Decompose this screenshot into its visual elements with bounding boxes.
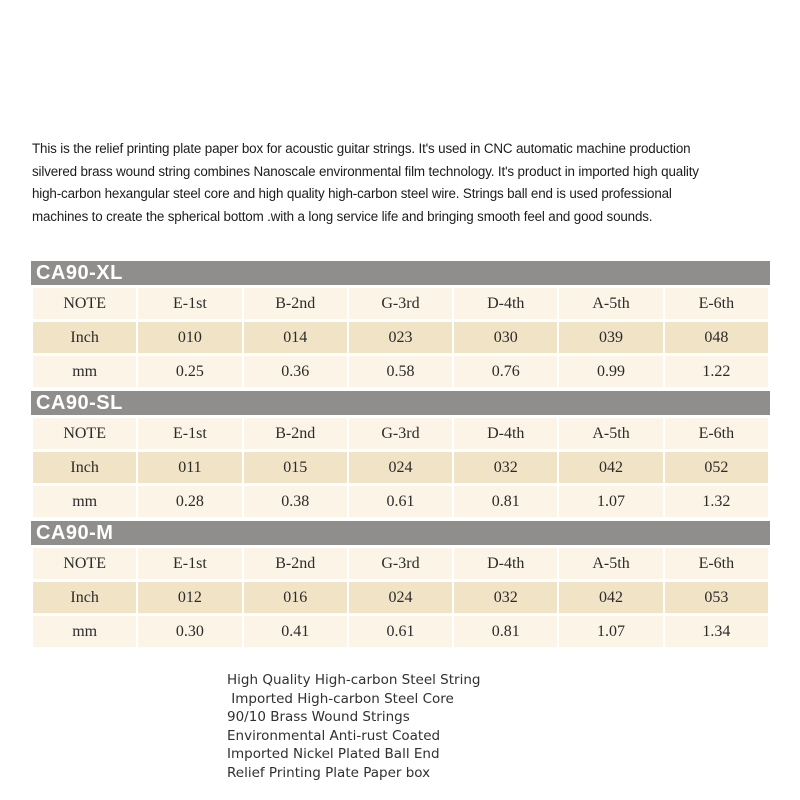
table-cell: 042: [559, 582, 662, 613]
table-cell: 052: [665, 452, 768, 483]
description-line: This is the relief printing plate paper box for acoustic guitar strings. It's used in CNC automatic machine production: [32, 141, 691, 156]
table-cell: G-3rd: [349, 418, 452, 449]
feature-item: 90/10 Brass Wound Strings: [227, 709, 410, 726]
inch-row: [33, 582, 768, 613]
table-cell: 053: [665, 582, 768, 613]
table-cell: 015: [244, 452, 347, 483]
gauge-table-ca90-m: [31, 545, 770, 650]
table-cell: 0.99: [559, 356, 662, 387]
inch-row: [33, 452, 768, 483]
table-cell: 1.22: [665, 356, 768, 387]
table-cell: 023: [349, 322, 452, 353]
table-cell: D-4th: [454, 548, 557, 579]
table-cell: D-4th: [454, 288, 557, 319]
model-header-ca90-sl: CA90-SL: [31, 391, 770, 415]
table-cell: mm: [33, 616, 136, 647]
table-cell: G-3rd: [349, 288, 452, 319]
table-cell: 0.28: [138, 486, 241, 517]
inch-row: [33, 322, 768, 353]
table-cell: 0.61: [349, 616, 452, 647]
feature-item: Imported Nickel Plated Ball End: [227, 746, 440, 763]
table-cell: 0.58: [349, 356, 452, 387]
table-cell: 030: [454, 322, 557, 353]
table-cell: 1.07: [559, 486, 662, 517]
table-cell: 039: [559, 322, 662, 353]
feature-item: Imported High-carbon Steel Core: [227, 690, 454, 707]
table-cell: 012: [138, 582, 241, 613]
table-cell: Inch: [33, 582, 136, 613]
table-cell: 0.81: [454, 616, 557, 647]
table-cell: 010: [138, 322, 241, 353]
table-cell: B-2nd: [244, 288, 347, 319]
table-cell: 0.76: [454, 356, 557, 387]
mm-row: [33, 486, 768, 517]
table-cell: 0.36: [244, 356, 347, 387]
table-cell: NOTE: [33, 288, 136, 319]
table-cell: A-5th: [559, 418, 662, 449]
table-cell: 024: [349, 452, 452, 483]
table-cell: 0.30: [138, 616, 241, 647]
description-line: silvered brass wound string combines Nanoscale environmental film technology. It's product in imported high quality: [32, 163, 699, 179]
table-cell: 0.38: [244, 486, 347, 517]
table-cell: 1.07: [559, 616, 662, 647]
table-cell: G-3rd: [349, 548, 452, 579]
table-cell: 016: [244, 582, 347, 613]
table-cell: 014: [244, 322, 347, 353]
mm-row: [33, 616, 768, 647]
table-cell: A-5th: [559, 548, 662, 579]
table-cell: 0.25: [138, 356, 241, 387]
model-header-ca90-xl: CA90-XL: [31, 261, 770, 285]
table-cell: NOTE: [33, 418, 136, 449]
table-cell: 024: [349, 582, 452, 613]
feature-list: [227, 671, 567, 783]
table-cell: 0.41: [244, 616, 347, 647]
table-cell: 0.81: [454, 486, 557, 517]
table-cell: E-1st: [138, 418, 241, 449]
table-cell: Inch: [33, 322, 136, 353]
gauge-table-ca90-sl: [31, 415, 770, 520]
mm-row: [33, 356, 768, 387]
feature-item: High Quality High-carbon Steel String: [227, 672, 481, 688]
model-header-ca90-m: CA90-M: [31, 521, 770, 545]
feature-item: Environmental Anti-rust Coated: [227, 727, 441, 744]
product-description: [32, 138, 772, 228]
table-cell: E-6th: [665, 548, 768, 579]
table-cell: E-1st: [138, 288, 241, 319]
table-cell: E-6th: [665, 288, 768, 319]
table-cell: 1.32: [665, 486, 768, 517]
note-row: [33, 548, 768, 579]
table-cell: 0.61: [349, 486, 452, 517]
table-cell: Inch: [33, 452, 136, 483]
table-cell: E-6th: [665, 418, 768, 449]
table-cell: mm: [33, 356, 136, 387]
table-cell: B-2nd: [244, 418, 347, 449]
table-cell: 032: [454, 452, 557, 483]
note-row: [33, 288, 768, 319]
note-row: [33, 418, 768, 449]
table-cell: D-4th: [454, 418, 557, 449]
table-cell: 048: [665, 322, 768, 353]
feature-item: Relief Printing Plate Paper box: [227, 764, 431, 781]
gauge-table-ca90-xl: [31, 285, 770, 390]
description-line: machines to create the spherical bottom .with a long service life and bringing smooth feel and good sounds.: [32, 208, 653, 224]
table-cell: mm: [33, 486, 136, 517]
string-gauge-tables: [31, 261, 770, 651]
table-cell: E-1st: [138, 548, 241, 579]
table-cell: 011: [138, 452, 241, 483]
table-cell: 042: [559, 452, 662, 483]
table-cell: 032: [454, 582, 557, 613]
table-cell: B-2nd: [244, 548, 347, 579]
table-cell: 1.34: [665, 616, 768, 647]
table-cell: NOTE: [33, 548, 136, 579]
description-line: high-carbon hexangular steel core and high quality high-carbon steel wire. Strings ball end is used professional: [32, 186, 672, 201]
table-cell: A-5th: [559, 288, 662, 319]
